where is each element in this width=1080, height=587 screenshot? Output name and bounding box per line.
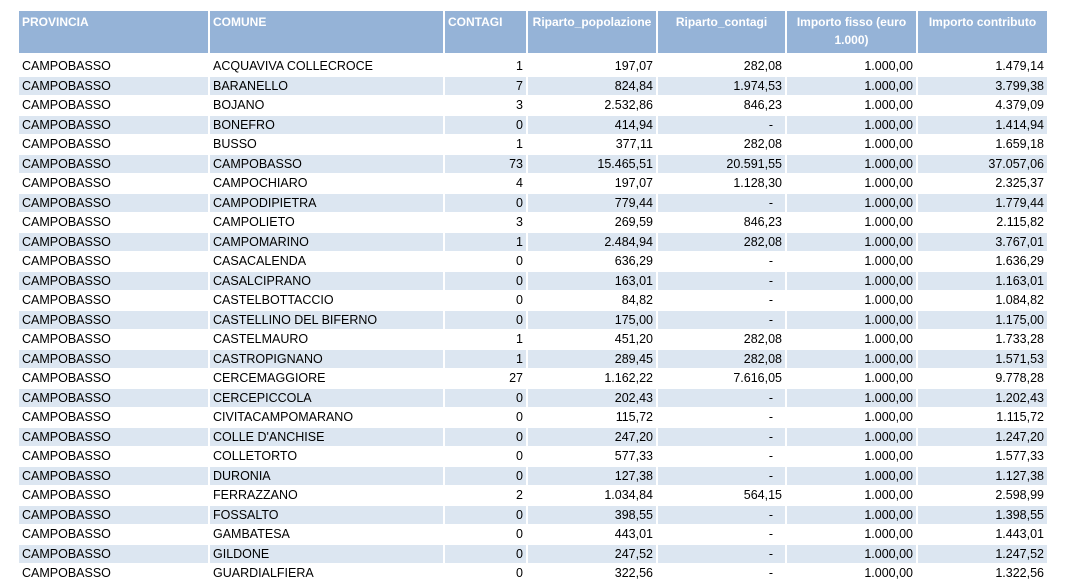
riparto-contagi-cell: - xyxy=(657,310,786,330)
contagi-cell: 3 xyxy=(444,96,527,116)
riparto-popolazione-cell: 247,52 xyxy=(527,544,657,564)
importo-fisso-cell: 1.000,00 xyxy=(786,57,917,76)
contagi-cell: 4 xyxy=(444,174,527,194)
comune-cell: ACQUAVIVA COLLECROCE xyxy=(209,57,444,76)
riparto-contagi-cell: - xyxy=(657,115,786,135)
provincia-cell: CAMPOBASSO xyxy=(19,388,209,408)
riparto-popolazione-cell: 269,59 xyxy=(527,213,657,233)
comune-cell: CAMPOCHIARO xyxy=(209,174,444,194)
importo-contributo-cell: 1.659,18 xyxy=(917,135,1047,155)
riparto-popolazione-cell: 443,01 xyxy=(527,525,657,545)
provincia-cell: CAMPOBASSO xyxy=(19,427,209,447)
col-header-riparto-contagi: Riparto_contagi xyxy=(657,11,786,53)
provincia-cell: CAMPOBASSO xyxy=(19,154,209,174)
importo-fisso-cell: 1.000,00 xyxy=(786,135,917,155)
importo-contributo-cell: 1.247,52 xyxy=(917,544,1047,564)
riparto-contagi-cell: 20.591,55 xyxy=(657,154,786,174)
riparto-popolazione-cell: 163,01 xyxy=(527,271,657,291)
importo-contributo-cell: 1.247,20 xyxy=(917,427,1047,447)
riparto-contagi-cell: - xyxy=(657,564,786,584)
provincia-cell: CAMPOBASSO xyxy=(19,291,209,311)
contagi-cell: 73 xyxy=(444,154,527,174)
importo-fisso-cell: 1.000,00 xyxy=(786,330,917,350)
table-row xyxy=(19,447,1047,467)
comune-cell: CASACALENDA xyxy=(209,252,444,272)
riparto-contagi-cell: 846,23 xyxy=(657,213,786,233)
importo-contributo-cell: 3.767,01 xyxy=(917,232,1047,252)
provincia-cell: CAMPOBASSO xyxy=(19,115,209,135)
provincia-cell: CAMPOBASSO xyxy=(19,252,209,272)
provincia-cell: CAMPOBASSO xyxy=(19,447,209,467)
provincia-cell: CAMPOBASSO xyxy=(19,408,209,428)
riparto-contagi-cell: - xyxy=(657,447,786,467)
riparto-contagi-cell: - xyxy=(657,525,786,545)
riparto-popolazione-cell: 1.162,22 xyxy=(527,369,657,389)
riparto-contagi-cell: 1.974,53 xyxy=(657,76,786,96)
contagi-cell: 0 xyxy=(444,505,527,525)
importo-contributo-cell: 1.779,44 xyxy=(917,193,1047,213)
table-body xyxy=(19,57,1047,583)
comune-cell: CERCEPICCOLA xyxy=(209,388,444,408)
importo-fisso-cell: 1.000,00 xyxy=(786,174,917,194)
riparto-contagi-cell: 1.128,30 xyxy=(657,174,786,194)
riparto-popolazione-cell: 197,07 xyxy=(527,57,657,76)
importo-fisso-cell: 1.000,00 xyxy=(786,310,917,330)
comune-cell: COLLETORTO xyxy=(209,447,444,467)
comune-cell: CAMPODIPIETRA xyxy=(209,193,444,213)
importo-contributo-cell: 1.733,28 xyxy=(917,330,1047,350)
contagi-cell: 1 xyxy=(444,330,527,350)
riparto-popolazione-cell: 824,84 xyxy=(527,76,657,96)
riparto-popolazione-cell: 577,33 xyxy=(527,447,657,467)
contagi-cell: 0 xyxy=(444,252,527,272)
contagi-cell: 0 xyxy=(444,271,527,291)
importo-fisso-cell: 1.000,00 xyxy=(786,427,917,447)
contagi-cell: 0 xyxy=(444,427,527,447)
riparto-contagi-cell: - xyxy=(657,408,786,428)
provincia-cell: CAMPOBASSO xyxy=(19,330,209,350)
riparto-contagi-cell: - xyxy=(657,466,786,486)
provincia-cell: CAMPOBASSO xyxy=(19,76,209,96)
riparto-contagi-cell: - xyxy=(657,271,786,291)
importo-contributo-cell: 37.057,06 xyxy=(917,154,1047,174)
importo-fisso-cell: 1.000,00 xyxy=(786,408,917,428)
comune-cell: BOJANO xyxy=(209,96,444,116)
riparto-popolazione-cell: 84,82 xyxy=(527,291,657,311)
table-row xyxy=(19,154,1047,174)
contagi-cell: 1 xyxy=(444,232,527,252)
riparto-popolazione-cell: 115,72 xyxy=(527,408,657,428)
riparto-popolazione-cell: 15.465,51 xyxy=(527,154,657,174)
contagi-cell: 7 xyxy=(444,76,527,96)
comune-cell: CIVITACAMPOMARANO xyxy=(209,408,444,428)
importo-fisso-cell: 1.000,00 xyxy=(786,154,917,174)
importo-fisso-cell: 1.000,00 xyxy=(786,76,917,96)
importo-fisso-cell: 1.000,00 xyxy=(786,252,917,272)
contagi-cell: 0 xyxy=(444,193,527,213)
comune-cell: FERRAZZANO xyxy=(209,486,444,506)
importo-fisso-cell: 1.000,00 xyxy=(786,291,917,311)
provincia-cell: CAMPOBASSO xyxy=(19,271,209,291)
comune-cell: BONEFRO xyxy=(209,115,444,135)
contagi-cell: 0 xyxy=(444,115,527,135)
importo-contributo-cell: 1.443,01 xyxy=(917,525,1047,545)
provincia-cell: CAMPOBASSO xyxy=(19,57,209,76)
riparto-popolazione-cell: 636,29 xyxy=(527,252,657,272)
provincia-cell: CAMPOBASSO xyxy=(19,486,209,506)
importo-contributo-cell: 1.163,01 xyxy=(917,271,1047,291)
riparto-contagi-cell: 846,23 xyxy=(657,96,786,116)
comune-cell: CASTELLINO DEL BIFERNO xyxy=(209,310,444,330)
provincia-cell: CAMPOBASSO xyxy=(19,505,209,525)
table-row xyxy=(19,271,1047,291)
table-row xyxy=(19,369,1047,389)
importo-fisso-cell: 1.000,00 xyxy=(786,115,917,135)
comune-cell: GAMBATESA xyxy=(209,525,444,545)
provincia-cell: CAMPOBASSO xyxy=(19,96,209,116)
table-row xyxy=(19,544,1047,564)
table-row xyxy=(19,252,1047,272)
col-header-riparto-popolazione: Riparto_popolazione xyxy=(527,11,657,53)
comune-cell: DURONIA xyxy=(209,466,444,486)
importo-fisso-cell: 1.000,00 xyxy=(786,271,917,291)
importo-contributo-cell: 1.084,82 xyxy=(917,291,1047,311)
riparto-contagi-cell: - xyxy=(657,544,786,564)
table-row xyxy=(19,349,1047,369)
importo-fisso-cell: 1.000,00 xyxy=(786,232,917,252)
importo-fisso-cell: 1.000,00 xyxy=(786,213,917,233)
importo-contributo-cell: 1.127,38 xyxy=(917,466,1047,486)
importo-fisso-cell: 1.000,00 xyxy=(786,505,917,525)
importo-contributo-cell: 1.202,43 xyxy=(917,388,1047,408)
importo-contributo-cell: 1.571,53 xyxy=(917,349,1047,369)
table-row xyxy=(19,505,1047,525)
riparto-popolazione-cell: 2.532,86 xyxy=(527,96,657,116)
table-row xyxy=(19,232,1047,252)
comune-cell: CASTROPIGNANO xyxy=(209,349,444,369)
comune-cell: COLLE D'ANCHISE xyxy=(209,427,444,447)
importo-fisso-cell: 1.000,00 xyxy=(786,525,917,545)
riparto-contagi-cell: 7.616,05 xyxy=(657,369,786,389)
importo-contributo-cell: 4.379,09 xyxy=(917,96,1047,116)
riparto-contagi-cell: 282,08 xyxy=(657,135,786,155)
contagi-cell: 0 xyxy=(444,291,527,311)
provincia-cell: CAMPOBASSO xyxy=(19,174,209,194)
riparto-contagi-cell: 282,08 xyxy=(657,349,786,369)
importo-contributo-cell: 1.322,56 xyxy=(917,564,1047,584)
table-row xyxy=(19,115,1047,135)
comune-cell: CERCEMAGGIORE xyxy=(209,369,444,389)
importo-fisso-cell: 1.000,00 xyxy=(786,447,917,467)
comune-cell: CASTELBOTTACCIO xyxy=(209,291,444,311)
comune-cell: CASTELMAURO xyxy=(209,330,444,350)
contagi-cell: 2 xyxy=(444,486,527,506)
contagi-cell: 27 xyxy=(444,369,527,389)
riparto-contagi-cell: - xyxy=(657,193,786,213)
riparto-contagi-cell: 564,15 xyxy=(657,486,786,506)
table-header xyxy=(19,11,1047,57)
table-row xyxy=(19,525,1047,545)
comune-cell: BUSSO xyxy=(209,135,444,155)
comune-cell: GILDONE xyxy=(209,544,444,564)
table-row xyxy=(19,564,1047,584)
importo-fisso-cell: 1.000,00 xyxy=(786,486,917,506)
col-header-comune: COMUNE xyxy=(209,11,444,53)
provincia-cell: CAMPOBASSO xyxy=(19,564,209,584)
importo-fisso-cell: 1.000,00 xyxy=(786,369,917,389)
provincia-cell: CAMPOBASSO xyxy=(19,369,209,389)
riparto-popolazione-cell: 1.034,84 xyxy=(527,486,657,506)
table-row xyxy=(19,76,1047,96)
table-row xyxy=(19,291,1047,311)
provincia-cell: CAMPOBASSO xyxy=(19,349,209,369)
col-header-importo-contributo: Importo contributo xyxy=(917,11,1047,53)
importo-contributo-cell: 1.398,55 xyxy=(917,505,1047,525)
riparto-contagi-cell: 282,08 xyxy=(657,330,786,350)
provincia-cell: CAMPOBASSO xyxy=(19,310,209,330)
riparto-popolazione-cell: 414,94 xyxy=(527,115,657,135)
riparto-popolazione-cell: 2.484,94 xyxy=(527,232,657,252)
col-header-provincia: PROVINCIA xyxy=(19,11,209,53)
table-row xyxy=(19,174,1047,194)
contagi-cell: 0 xyxy=(444,564,527,584)
riparto-contagi-cell: 282,08 xyxy=(657,232,786,252)
riparto-popolazione-cell: 202,43 xyxy=(527,388,657,408)
comune-cell: CAMPOBASSO xyxy=(209,154,444,174)
table-row xyxy=(19,466,1047,486)
comune-cell: CAMPOMARINO xyxy=(209,232,444,252)
importo-contributo-cell: 2.115,82 xyxy=(917,213,1047,233)
importo-contributo-cell: 1.479,14 xyxy=(917,57,1047,76)
contagi-cell: 0 xyxy=(444,466,527,486)
riparto-contagi-cell: - xyxy=(657,388,786,408)
riparto-popolazione-cell: 175,00 xyxy=(527,310,657,330)
table-row xyxy=(19,135,1047,155)
table-row xyxy=(19,193,1047,213)
contagi-cell: 1 xyxy=(444,349,527,369)
riparto-popolazione-cell: 322,56 xyxy=(527,564,657,584)
table-row xyxy=(19,310,1047,330)
col-header-importo-fisso: Importo fisso (euro 1.000) xyxy=(786,11,917,53)
riparto-popolazione-cell: 451,20 xyxy=(527,330,657,350)
col-header-contagi: CONTAGI xyxy=(444,11,527,53)
contagi-cell: 0 xyxy=(444,525,527,545)
table-row xyxy=(19,388,1047,408)
importo-contributo-cell: 9.778,28 xyxy=(917,369,1047,389)
importo-fisso-cell: 1.000,00 xyxy=(786,193,917,213)
contagi-cell: 0 xyxy=(444,447,527,467)
provincia-cell: CAMPOBASSO xyxy=(19,193,209,213)
importo-contributo-cell: 3.799,38 xyxy=(917,76,1047,96)
table-row xyxy=(19,96,1047,116)
riparto-popolazione-cell: 779,44 xyxy=(527,193,657,213)
contagi-cell: 0 xyxy=(444,408,527,428)
riparto-contagi-cell: - xyxy=(657,291,786,311)
spreadsheet xyxy=(19,11,1047,584)
importo-fisso-cell: 1.000,00 xyxy=(786,466,917,486)
comune-cell: BARANELLO xyxy=(209,76,444,96)
comune-cell: GUARDIALFIERA xyxy=(209,564,444,584)
importo-fisso-cell: 1.000,00 xyxy=(786,388,917,408)
importo-fisso-cell: 1.000,00 xyxy=(786,544,917,564)
table-row xyxy=(19,57,1047,76)
contagi-cell: 1 xyxy=(444,135,527,155)
contagi-cell: 3 xyxy=(444,213,527,233)
importo-contributo-cell: 1.414,94 xyxy=(917,115,1047,135)
riparto-contagi-cell: - xyxy=(657,427,786,447)
table-row xyxy=(19,427,1047,447)
contagi-cell: 1 xyxy=(444,57,527,76)
importo-contributo-cell: 1.577,33 xyxy=(917,447,1047,467)
contagi-cell: 0 xyxy=(444,310,527,330)
contagi-cell: 0 xyxy=(444,388,527,408)
comune-cell: FOSSALTO xyxy=(209,505,444,525)
riparto-popolazione-cell: 247,20 xyxy=(527,427,657,447)
table-row xyxy=(19,213,1047,233)
table-row xyxy=(19,330,1047,350)
data-table xyxy=(19,11,1047,584)
riparto-contagi-cell: 282,08 xyxy=(657,57,786,76)
importo-contributo-cell: 2.325,37 xyxy=(917,174,1047,194)
importo-fisso-cell: 1.000,00 xyxy=(786,96,917,116)
importo-contributo-cell: 1.115,72 xyxy=(917,408,1047,428)
provincia-cell: CAMPOBASSO xyxy=(19,213,209,233)
riparto-popolazione-cell: 289,45 xyxy=(527,349,657,369)
riparto-popolazione-cell: 398,55 xyxy=(527,505,657,525)
table-row xyxy=(19,408,1047,428)
comune-cell: CAMPOLIETO xyxy=(209,213,444,233)
provincia-cell: CAMPOBASSO xyxy=(19,544,209,564)
riparto-popolazione-cell: 127,38 xyxy=(527,466,657,486)
riparto-popolazione-cell: 197,07 xyxy=(527,174,657,194)
riparto-contagi-cell: - xyxy=(657,252,786,272)
contagi-cell: 0 xyxy=(444,544,527,564)
header-row xyxy=(19,11,1047,53)
provincia-cell: CAMPOBASSO xyxy=(19,525,209,545)
table-row xyxy=(19,486,1047,506)
importo-contributo-cell: 2.598,99 xyxy=(917,486,1047,506)
provincia-cell: CAMPOBASSO xyxy=(19,135,209,155)
importo-fisso-cell: 1.000,00 xyxy=(786,564,917,584)
comune-cell: CASALCIPRANO xyxy=(209,271,444,291)
importo-contributo-cell: 1.175,00 xyxy=(917,310,1047,330)
importo-contributo-cell: 1.636,29 xyxy=(917,252,1047,272)
provincia-cell: CAMPOBASSO xyxy=(19,466,209,486)
provincia-cell: CAMPOBASSO xyxy=(19,232,209,252)
riparto-popolazione-cell: 377,11 xyxy=(527,135,657,155)
riparto-contagi-cell: - xyxy=(657,505,786,525)
importo-fisso-cell: 1.000,00 xyxy=(786,349,917,369)
